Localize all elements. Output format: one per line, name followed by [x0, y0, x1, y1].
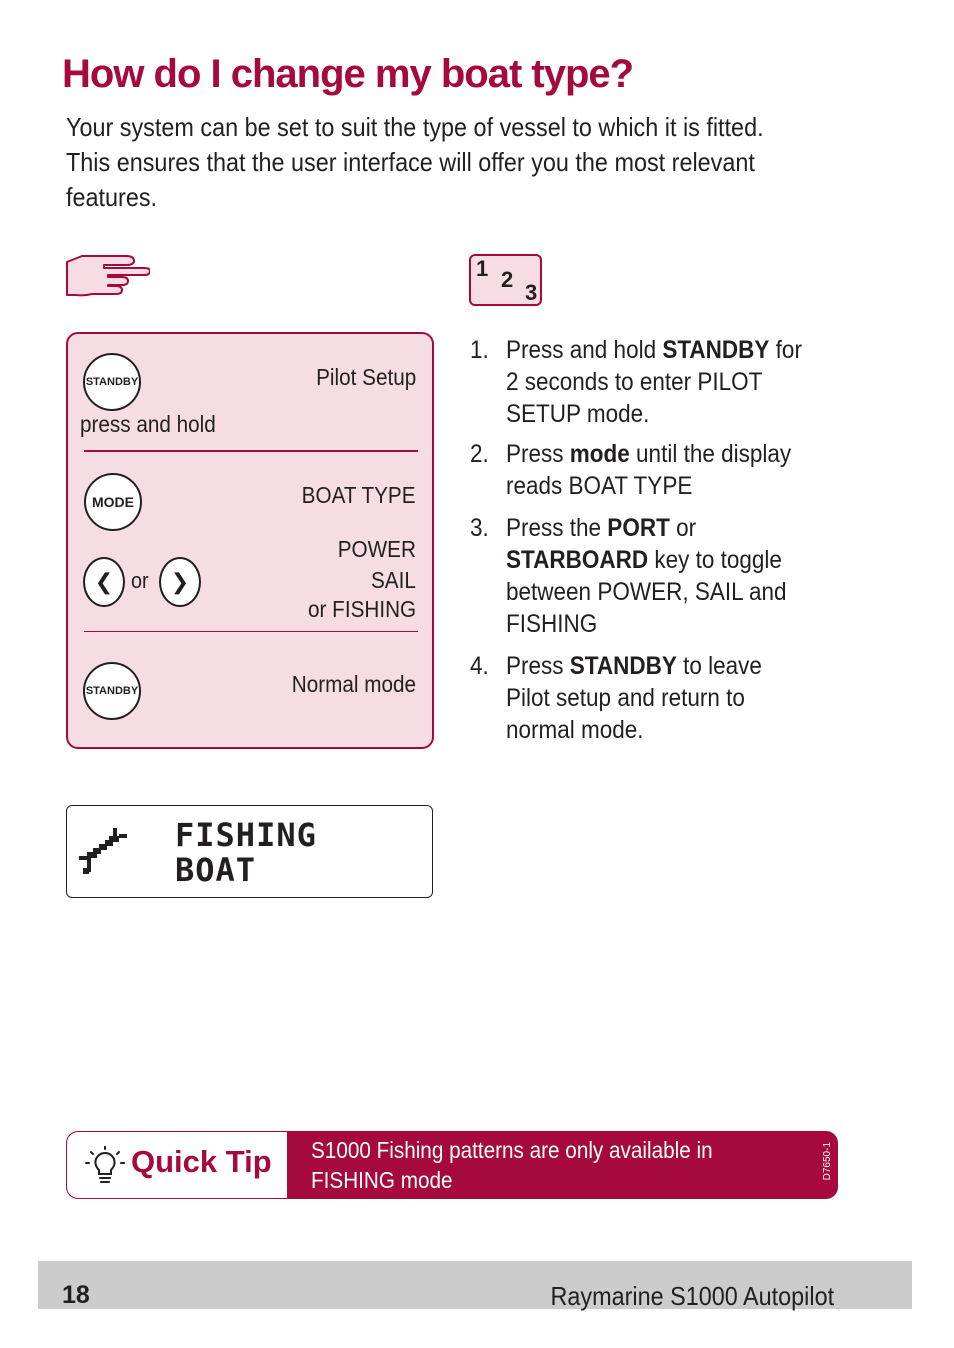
quick-tip-label: Quick Tip — [131, 1144, 272, 1179]
sail-option: SAIL — [371, 567, 416, 593]
key-name: STARBOARD — [506, 546, 649, 574]
step-number: 4. — [470, 652, 489, 680]
page-title: How do I change my boat type? — [62, 52, 634, 96]
step-number: 3. — [470, 514, 489, 542]
lightbulb-icon — [85, 1146, 125, 1186]
badge-number-1: 1 — [476, 256, 489, 281]
product-name: Raymarine S1000 Autopilot — [550, 1281, 834, 1311]
standby-button[interactable]: STANDBY — [83, 662, 141, 720]
panel-divider — [84, 450, 418, 452]
fishing-option: or FISHING — [307, 596, 416, 622]
power-option: POWER — [337, 536, 416, 562]
page-footer — [38, 1261, 912, 1309]
normal-mode-label: Normal mode — [291, 671, 416, 697]
lcd-display — [66, 805, 433, 898]
quick-tip-box — [66, 1131, 838, 1199]
intro-paragraph: Your system can be set to suit the type of vessel to which it is fitted. This ensures that the user interface will offer you the most relevant features. — [66, 112, 764, 212]
step-text: Press mode until the display reads BOAT TYPE — [506, 440, 792, 500]
figure-code: D7650-1 — [822, 1142, 833, 1181]
chevron-right-icon: ❯ — [170, 569, 190, 594]
starboard-button[interactable] — [159, 557, 201, 607]
steps-number-badge — [469, 254, 542, 306]
badge-number-3: 3 — [525, 280, 538, 305]
key-name: STANDBY — [569, 652, 677, 680]
badge-number-2: 2 — [501, 267, 514, 292]
step-number: 1. — [470, 336, 489, 364]
panel-divider — [84, 631, 418, 632]
display-line-2: BOAT — [175, 851, 257, 889]
page-number: 18 — [62, 1281, 90, 1309]
press-and-hold-label: press and hold — [80, 411, 216, 437]
chevron-left-icon: ❮ — [94, 569, 114, 594]
standby-button[interactable]: STANDBY — [83, 353, 141, 411]
port-button[interactable] — [83, 557, 125, 607]
wrench-icon — [77, 826, 129, 878]
or-label: or — [131, 568, 149, 593]
display-line-1: FISHING — [175, 816, 317, 854]
boat-type-label: BOAT TYPE — [302, 482, 416, 508]
key-name: mode — [569, 440, 630, 468]
quick-tip-text: S1000 Fishing patterns are only available in FISHING mode — [311, 1137, 713, 1193]
key-name: PORT — [607, 514, 670, 542]
key-sequence-panel — [66, 332, 434, 749]
step-number: 2. — [470, 440, 489, 468]
mode-button[interactable]: MODE — [84, 473, 142, 531]
step-text: Press and hold STANDBY for 2 seconds to enter PILOT SETUP mode. — [506, 336, 802, 428]
quick-tip-label-area — [67, 1132, 287, 1198]
pilot-setup-label: Pilot Setup — [315, 364, 416, 390]
step-text: Press the PORT or STARBOARD key to toggle between POWER, SAIL and FISHING — [506, 514, 787, 638]
key-name: STANDBY — [662, 336, 770, 364]
step-text: Press STANDBY to leave Pilot setup and return to normal mode. — [506, 652, 762, 744]
pointing-hand-icon — [64, 252, 150, 300]
